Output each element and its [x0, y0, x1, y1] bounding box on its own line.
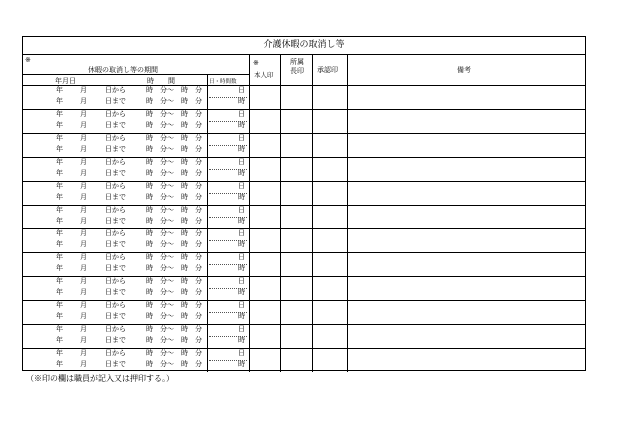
year-label: 年	[56, 348, 63, 357]
unit-label: 日	[238, 109, 245, 118]
day-label: 日から	[105, 109, 126, 118]
dotted-divider	[209, 193, 247, 194]
time-range-label: 時 分〜 時 分	[146, 336, 202, 344]
time-range-label: 時 分〜 時 分	[146, 181, 202, 190]
day-label: 日から	[105, 86, 126, 94]
day-label: 日から	[105, 253, 126, 262]
day-label: 日から	[105, 157, 126, 166]
unit-label: 時	[238, 240, 245, 249]
time-range-label: 時 分〜 時 分	[146, 229, 202, 238]
time-range-label: 時 分〜 時 分	[146, 192, 202, 201]
day-label: 日まで	[105, 168, 126, 177]
dotted-divider	[209, 121, 247, 122]
dotted-divider	[209, 217, 247, 218]
month-label: 月	[80, 264, 87, 273]
time-range-label: 時 分〜 時 分	[146, 348, 202, 357]
month-label: 月	[80, 192, 87, 201]
time-range-label: 時 分〜 時 分	[146, 325, 202, 333]
day-label: 日まで	[105, 336, 126, 344]
day-label: 日から	[105, 205, 126, 214]
day-label: 日まで	[105, 264, 126, 273]
day-label: 日まで	[105, 144, 126, 153]
month-label: 月	[80, 181, 87, 190]
month-label: 月	[80, 325, 87, 333]
month-label: 月	[80, 216, 87, 225]
day-label: 日から	[105, 348, 126, 357]
year-label: 年	[56, 181, 63, 190]
time-range-label: 時 分〜 時 分	[146, 109, 202, 118]
col-days-hours-header: 日・時間数	[209, 79, 237, 85]
year-label: 年	[56, 253, 63, 262]
year-label: 年	[56, 216, 63, 225]
time-range-label: 時 分〜 時 分	[146, 359, 202, 368]
time-range-label: 時 分〜 時 分	[146, 205, 202, 214]
unit-label: 時	[238, 288, 245, 297]
time-range-label: 時 分〜 時 分	[146, 144, 202, 153]
year-label: 年	[56, 359, 63, 368]
unit-label: 日	[238, 181, 245, 190]
day-label: 日から	[105, 301, 126, 310]
time-range-label: 時 分〜 時 分	[146, 157, 202, 166]
day-label: 日まで	[105, 312, 126, 321]
time-range-label: 時 分〜 時 分	[146, 312, 202, 321]
unit-label: 日	[238, 301, 245, 310]
dotted-divider	[209, 360, 247, 361]
day-label: 日まで	[105, 240, 126, 249]
remarks-header: 備考	[457, 66, 471, 74]
year-label: 年	[56, 312, 63, 321]
time-range-label: 時 分〜 時 分	[146, 97, 202, 105]
year-label: 年	[56, 301, 63, 310]
day-label: 日から	[105, 229, 126, 238]
unit-label: 日	[238, 157, 245, 166]
month-label: 月	[80, 240, 87, 249]
unit-label: 時	[238, 264, 245, 273]
unit-label: 時	[238, 144, 245, 153]
leave-cancellation-form	[22, 36, 586, 371]
dotted-divider	[209, 97, 247, 98]
day-label: 日まで	[105, 97, 126, 105]
dotted-divider	[209, 288, 247, 289]
row-divider	[23, 74, 249, 75]
day-label: 日まで	[105, 216, 126, 225]
unit-label: 時	[238, 97, 245, 105]
day-label: 日まで	[105, 192, 126, 201]
month-label: 月	[80, 205, 87, 214]
year-label: 年	[56, 120, 63, 129]
year-label: 年	[56, 205, 63, 214]
time-range-label: 時 分〜 時 分	[146, 301, 202, 310]
time-range-label: 時 分〜 時 分	[146, 240, 202, 249]
unit-label: 時	[238, 359, 245, 368]
month-label: 月	[80, 97, 87, 105]
day-label: 日まで	[105, 120, 126, 129]
day-label: 日から	[105, 325, 126, 333]
day-label: 日から	[105, 181, 126, 190]
unit-label: 日	[238, 253, 245, 262]
month-label: 月	[80, 301, 87, 310]
mark-note: ※	[25, 56, 31, 64]
year-label: 年	[56, 240, 63, 249]
day-label: 日から	[105, 133, 126, 142]
approval-header: 承認印	[317, 66, 338, 74]
year-label: 年	[56, 97, 63, 105]
month-label: 月	[80, 168, 87, 177]
time-range-label: 時 分〜 時 分	[146, 264, 202, 273]
time-range-label: 時 分〜 時 分	[146, 253, 202, 262]
month-label: 月	[80, 253, 87, 262]
unit-label: 日	[238, 277, 245, 286]
year-label: 年	[56, 264, 63, 273]
dept-head-header: 所属長印	[290, 58, 304, 75]
month-label: 月	[80, 312, 87, 321]
unit-label: 時	[238, 168, 245, 177]
unit-label: 時	[238, 120, 245, 129]
time-range-label: 時 分〜 時 分	[146, 86, 202, 94]
day-label: 日まで	[105, 359, 126, 368]
year-label: 年	[56, 277, 63, 286]
dotted-divider	[209, 312, 247, 313]
unit-label: 日	[238, 133, 245, 142]
unit-label: 時	[238, 192, 245, 201]
unit-label: 日	[238, 86, 245, 94]
unit-label: 日	[238, 205, 245, 214]
day-label: 日まで	[105, 288, 126, 297]
year-label: 年	[56, 192, 63, 201]
time-range-label: 時 分〜 時 分	[146, 216, 202, 225]
month-label: 月	[80, 359, 87, 368]
year-label: 年	[56, 157, 63, 166]
unit-label: 時	[238, 216, 245, 225]
year-label: 年	[56, 109, 63, 118]
year-label: 年	[56, 325, 63, 333]
year-label: 年	[56, 86, 63, 94]
column-divider	[207, 74, 208, 372]
month-label: 月	[80, 133, 87, 142]
year-label: 年	[56, 229, 63, 238]
time-range-label: 時 分〜 時 分	[146, 288, 202, 297]
seal-header: 本人印	[254, 71, 274, 79]
month-label: 月	[80, 157, 87, 166]
col-date-header: 年月日	[55, 77, 76, 85]
day-label: 日から	[105, 277, 126, 286]
unit-label: 時	[238, 336, 245, 344]
month-label: 月	[80, 109, 87, 118]
time-range-label: 時 分〜 時 分	[146, 277, 202, 286]
dotted-divider	[209, 169, 247, 170]
month-label: 月	[80, 288, 87, 297]
year-label: 年	[56, 288, 63, 297]
col-time-header: 時 間	[147, 77, 175, 85]
dotted-divider	[209, 264, 247, 265]
month-label: 月	[80, 120, 87, 129]
mark-note-2: ※	[253, 59, 259, 67]
dotted-divider	[209, 240, 247, 241]
month-label: 月	[80, 348, 87, 357]
month-label: 月	[80, 229, 87, 238]
year-label: 年	[56, 336, 63, 344]
footnote: （※印の欄は職員が記入又は押印する。）	[26, 374, 174, 383]
time-range-label: 時 分〜 時 分	[146, 168, 202, 177]
year-label: 年	[56, 133, 63, 142]
unit-label: 日	[238, 325, 245, 333]
unit-label: 時	[238, 312, 245, 321]
year-label: 年	[56, 144, 63, 153]
month-label: 月	[80, 144, 87, 153]
unit-label: 日	[238, 348, 245, 357]
period-header: 休暇の取消し等の期間	[88, 66, 158, 74]
month-label: 月	[80, 336, 87, 344]
month-label: 月	[80, 277, 87, 286]
dotted-divider	[209, 145, 247, 146]
time-range-label: 時 分〜 時 分	[146, 120, 202, 129]
year-label: 年	[56, 168, 63, 177]
form-title: 介護休暇の取消し等	[23, 37, 585, 55]
dotted-divider	[209, 336, 247, 337]
month-label: 月	[80, 86, 87, 94]
time-range-label: 時 分〜 時 分	[146, 133, 202, 142]
unit-label: 日	[238, 229, 245, 238]
